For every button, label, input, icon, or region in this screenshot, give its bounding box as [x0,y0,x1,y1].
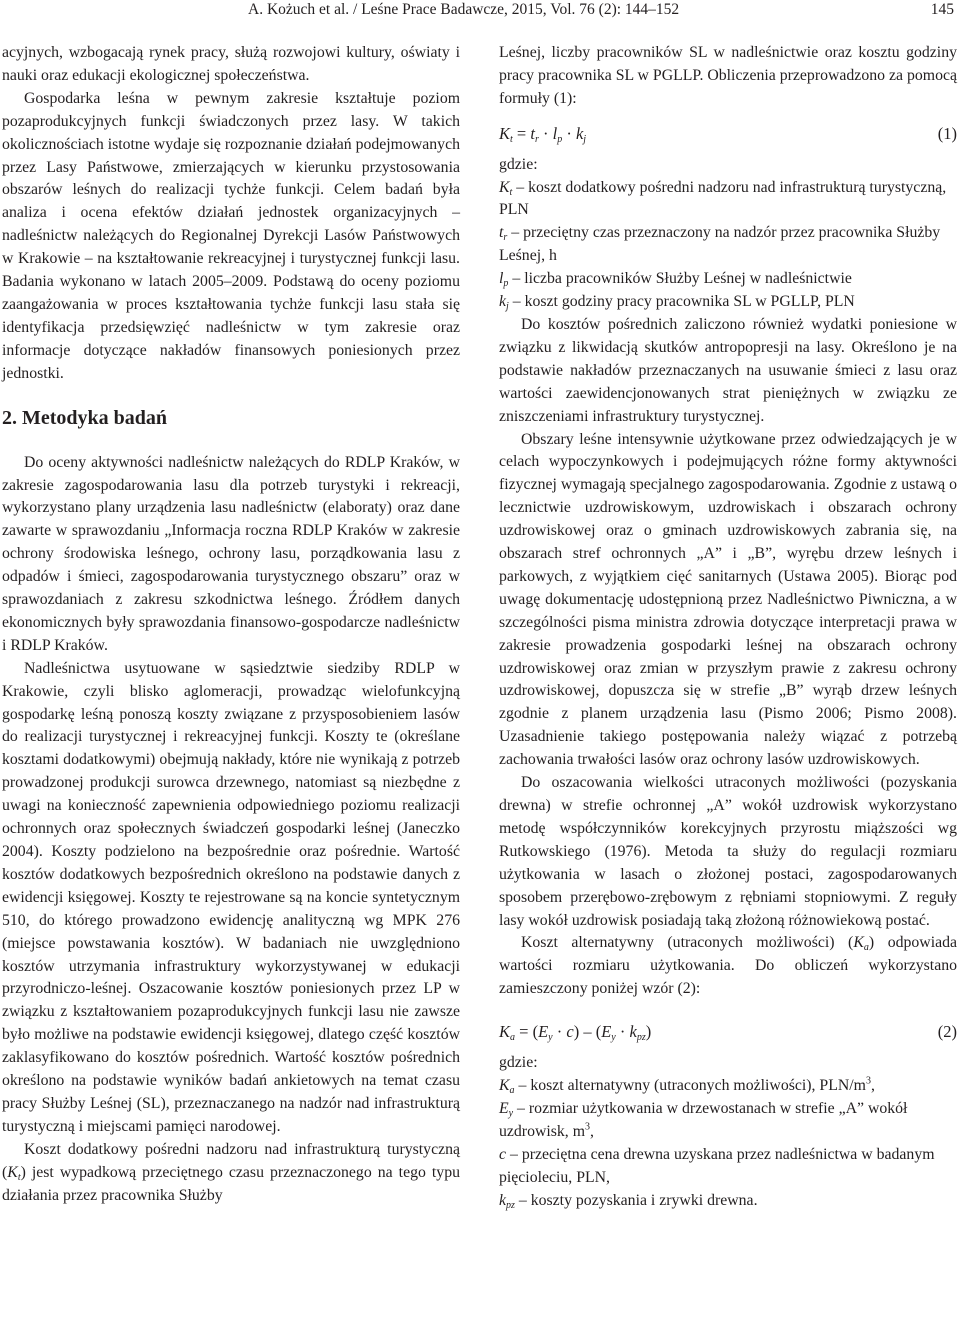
gdzie-label: gdzie: [499,155,538,173]
symbol: K [853,934,864,952]
formula-number: (1) [937,123,957,143]
text-run: Koszt dodatkowy pośredni nadzoru nad infrastrukturą turystyczną ( [2,1140,460,1181]
symbol: K [7,1163,18,1181]
running-title: A. Kożuch et al. / Leśne Prace Badawcze, 2015, Vol. 76 (2): 144–152 [248,1,680,18]
definition-item: $K_t$ – koszt dodatkowy pośredni nadzoru nad infrastrukturą turystyczną, PLN [499,178,947,219]
subscript: a [863,942,869,954]
paragraph: Nadleśnictwa usytuowane w sąsiedztwie siedziby RDLP w Krakowie, czyli blisko aglomeracji, prowadząc wielofunkcyjną gospodarkę leśną ponoszą koszty związane z przysposobieniem lasów do realizacji turystycznej i rekreacyjnej funkcji. Koszty te (określane kosztami dodatkowymi) obejmują nakłady, które nie wynikają z potrzeb prowadzonej produkcji surowca drzewnego, natomiast są niezbędne z uwagi na konieczność zapewnienia odpowiedniego poziomu realizacji ochronnych oraz społecznych świadczeń gospodarki leśnej (Janeczko 2004). Koszty podzielono na bezpośrednie oraz pośrednie. Wartość kosztów dodatkowych bezpośrednich określono na podstawie danych z ewidencji księgowej. Koszty te rejestrowane są na koncie syntetycznym 510, do którego prowadzono ewidencję analityczną wg MPK 276 (miejsce powstawania kosztów). W badaniach nie uwzględniono kosztów utrzymania infrastruktury wykorzystywanej w edukacji przyrodniczo-leśnej. Oszacowanie kosztów poniesionych przez LP w związku z kształtowaniem pozaprodukcyjnych funkcji lasu nie zawsze było możliwe na podstawie ewidencji księgowej, dlatego część kosztów zaklasyfikowano do kosztów pośrednich. Wartość kosztów pośrednich określono na podstawie wyników badań ankietowych na temat czasu pracy Służby Leśnej (SL), przeznaczanego na nadzór nad infrastrukturą turystyczną i miejscami pamięci narodowej. [2,659,460,1135]
gdzie-label: gdzie: [499,1054,538,1072]
formula-number: (2) [937,1022,957,1042]
paragraph: Gospodarka leśna w pewnym zakresie kształtuje poziom pozaprodukcyjnych funkcji świadczonych przez lasy. W takich okolicznościach istotne wydaje się rozpoznanie działań podejmowanych przez Lasy Państwowe, zmierzających w kierunku przystosowania obszarów leśnych do realizacji tychże funkcji. Celem badań była analiza i ocena efektów działań jednostek organizacyjnych – nadleśnictw należących do Regionalnej Dyrekcji Lasów Państwowych w Krakowie – na kształtowanie rekreacyjnej i turystycznej funkcji lasu. Badania wykonano w latach 2005–2009. Podstawą do oceny poziomu zaangażowania w proces kształtowania tychże funkcji lasu stała się identyfikacja przedsięwzięć nadleśnictw w tym zakresie oraz informacje dotyczące nakładów finansowych poniesionych przez jednostki. [2,89,460,382]
page-number: 145 [930,1,954,18]
formula-1 [499,123,957,146]
paragraph: Do oszacowania wielkości utraconych możliwości (pozyskania drewna) w strefie ochronnej „A” wokół uzdrowisk wykorzystano metodę współczynników korekcyjnych przyrostu miąższości wg Rutkowskiego (1976). Metoda ta służy do regulacji rozmiaru użytkowania w lasach o złożonej postaci, zagospodarowanych sposobem przerębowo-zrębowym z rębniami stopniowymi. Z reguły lasy wokół uzdrowisk posiadają taką złożoną różnowiekową postać. [499,774,957,929]
text-run: Koszt alternatywny (utraconych możliwości) ( [521,934,854,952]
definition-item: $l_p$ – liczba pracowników Służby Leśnej w nadleśnictwie [499,270,852,290]
definition-list [499,177,957,314]
definition-list [499,1075,957,1212]
paragraph [499,932,957,1001]
formula-expression: $K_t = t_r \cdot l_p \cdot k_j$ [499,123,587,145]
paragraph: acyjnych, wzbogacają rynek pracy, służą rozwojowi kultury, oświaty i nauki oraz edukacji ekologicznej społeczeństwa. [2,44,460,84]
left-column [2,42,460,1208]
paragraph: Do kosztów pośrednich zaliczono również wydatki poniesione w związku z likwidacją skutków antropopresji na lasy. Określono je na podstawie nakładów przeznaczanych na usuwanie śmieci z lasu oraz wartości zaewidencjonowanych strat pieniężnych w związku ze zniszczeniami infrastruktury turystycznej. [499,315,957,425]
text-run: ) odpowiada wartości rozmiaru użytkowania. Do obliczeń wykorzystano zamieszczony poniżej wzór (2): [499,934,957,998]
formula-2 [499,1021,957,1044]
section-heading: 2. Metodyka badań [2,406,168,429]
paragraph: Do oceny aktywności nadleśnictw należących do RDLP Kraków, w zakresie zagospodarowania lasu dla potrzeb turystyki i rekreacji, wykorzystano plany urządzenia lasu nadleśnictw (elaboraty) oraz dane zawarte w sprawozdaniu „Informacja roczna RDLP Kraków w zakresie ochrony środowiska leśnego, ochrony lasu, porządkowania lasu z odpadów i śmieci, zagospodarowania turystycznego obszaru” oraz w sprawozdaniach z zakresu szkodnictwa leśnego. Źródłem danych ekonomicznych były sprawozdania finansowo-gospodarcze nadleśnictw i RDLP Kraków. [2,453,460,654]
paragraph: Leśnej, liczby pracowników SL w nadleśnictwie oraz kosztu godziny pracy pracownika SL w PGLLP. Obliczenia przeprowadzono za pomocą formuły (1): [499,44,957,107]
definition-item: $t_r$ – przeciętny czas przeznaczony na nadzór przez pracownika Służby Leśnej, h [499,224,941,265]
paragraph [2,1139,460,1208]
definition-item: c – przeciętna cena drewna uzyskana przez nadleśnictwa w badanym pięcioleciu, PLN, [499,1145,935,1186]
definition-item: $k_{pz}$ – koszty pozyskania i zrywki drewna. [499,1191,758,1211]
definition-item: $K_a$ – koszt alternatywny (utraconych możliwości), PLN/$m^3$, [499,1075,875,1096]
running-header [0,0,960,22]
definition-item: $E_y$ – rozmiar użytkowania w drzewostanach w strefie „A” wokół uzdrowisk, $m^3$, [499,1099,908,1140]
text-run: ) jest wypadkową przeciętnego czasu przeznaczonego na tego typu działania przez pracownika Służby [2,1163,460,1204]
right-column [499,42,957,1212]
formula-expression: $K_a = (E_y \cdot c) - (E_y \cdot k_{pz})$ [499,1022,652,1044]
paragraph: Obszary leśne intensywnie użytkowane przez odwiedzających je w celach wypoczynkowych i podejmujących różne formy aktywności fizycznej wymagają specjalnego zagospodarowania. Zgodnie z ustawą o lecznictwie uzdrowiskowym, uzdrowiskach i obszarach ochrony uzdrowiskowej oraz o gminach uzdrowiskowych zabrania się, na obszarach stref ochronnych „A” i „B”, wyrębu drzew leśnych i parkowych, z wyjątkiem cięć sanitarnych (Ustawa 2005). Biorąc pod uwagę dokumentację udostępnioną przez Nadleśnictwo Piwniczna, a w szczególności pisma ministra zdrowia dotyczące interpretacji prawa w zakresie prowadzenia gospodarki leśnej na obszarach ochrony uzdrowiskowej oraz zmian w przyszłym prawie z zakresu ochrony uzdrowiskowej, dopuszcza się w strefie „B” wyrąb drzew leśnych zgodnie z planem urządzenia lasu (Pismo 2006; Pismo 2008). Uzasadnienie takiego postępowania należy wiązać z potrzebą zachowania trwałości lasów oraz ochrony lasów uzdrowiskowych. [499,430,957,769]
definition-item: $k_j$ – koszt godziny pracy pracownika SL w PGLLP, PLN [499,293,855,313]
subscript: t [17,1171,21,1183]
